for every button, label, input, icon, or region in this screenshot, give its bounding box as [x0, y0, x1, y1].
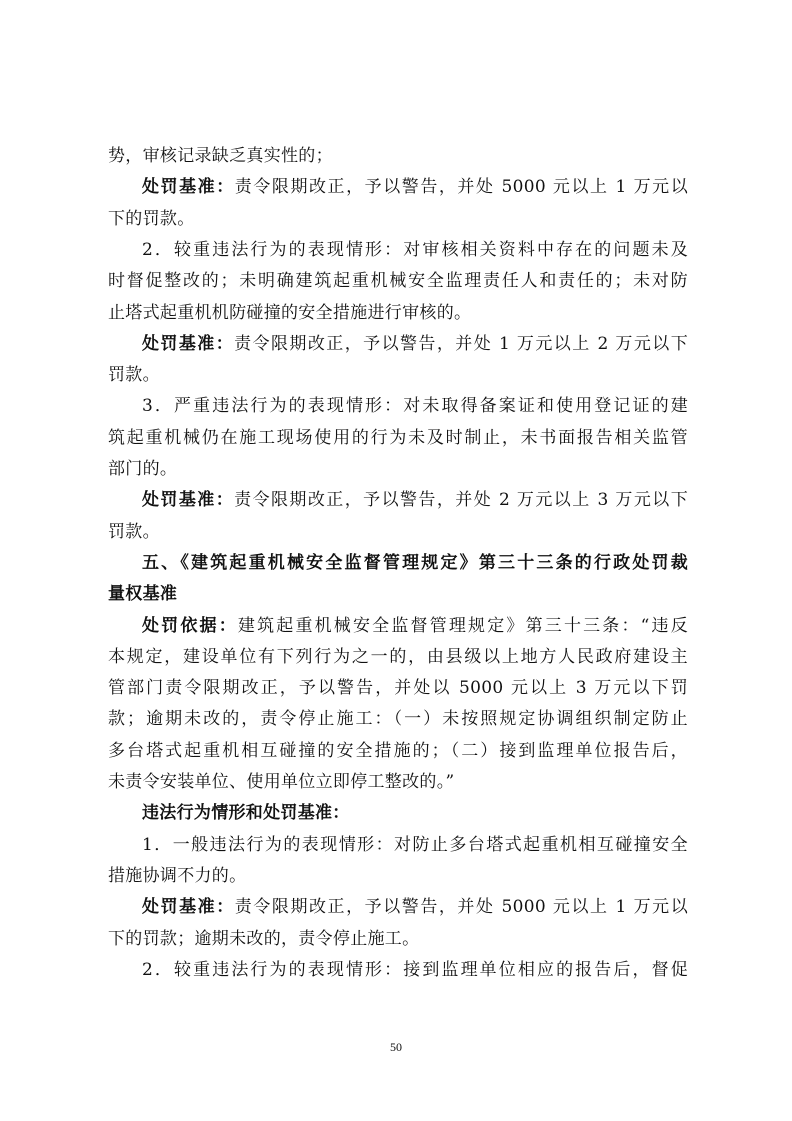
- bold-label: 处罚基准：: [142, 334, 235, 354]
- text-line: 2．较重违法行为的表现情形：接到监理单位相应的报告后，督促: [142, 960, 688, 980]
- text-line: 本规定，建设单位有下列行为之一的，由县级以上地方人民政府建设主: [108, 647, 688, 667]
- text-line: 处罚基准：责令限期改正，予以警告，并处 5000 元以上 1 万元以: [142, 897, 689, 917]
- text-line: 款；逾期未改的，责令停止施工：（一）未按照规定协调组织制定防止: [108, 709, 688, 729]
- text-line: 下的罚款；逾期未改的，责令停止施工。: [108, 929, 420, 949]
- bold-label: 处罚基准：: [142, 897, 235, 917]
- bold-label: 处罚依据：: [142, 616, 238, 636]
- text-line: 未责令安装单位、使用单位立即停工整改的。”: [108, 772, 455, 792]
- page-number: 50: [390, 1040, 402, 1054]
- text-line: 处罚基准：责令限期改正，予以警告，并处 1 万元以上 2 万元以下: [142, 334, 688, 354]
- sub-heading: 违法行为情形和处罚基准：: [142, 803, 350, 823]
- text-line: 势，审核记录缺乏真实性的；: [108, 146, 333, 166]
- text-line: 部门的。: [108, 459, 178, 479]
- text-line: 管部门责令限期改正，予以警告，并处以 5000 元以上 3 万元以下罚: [108, 678, 688, 698]
- text-line: 2．较重违法行为的表现情形：对审核相关资料中存在的问题未及: [142, 240, 688, 260]
- section-heading: 量权基准: [108, 584, 178, 604]
- text-line: 处罚基准：责令限期改正，予以警告，并处 2 万元以上 3 万元以下: [142, 490, 688, 510]
- text-line: 1．一般违法行为的表现情形：对防止多台塔式起重机相互碰撞安全: [142, 835, 688, 855]
- text-line: 止塔式起重机机防碰撞的安全措施进行审核的。: [108, 303, 472, 323]
- bold-label: 处罚基准：: [142, 490, 235, 510]
- text-line: 处罚依据：建筑起重机械安全监督管理规定》第三十三条：“违反: [142, 616, 689, 636]
- text-line: 3．严重违法行为的表现情形：对未取得备案证和使用登记证的建: [142, 396, 688, 416]
- text-line: 筑起重机械仍在施工现场使用的行为未及时制止，未书面报告相关监管: [108, 428, 688, 448]
- section-heading: 五、《建筑起重机械安全监督管理规定》第三十三条的行政处罚裁: [142, 553, 688, 573]
- text-line: 罚款。: [108, 365, 160, 385]
- text-line: 下的罚款。: [108, 209, 195, 229]
- text-line: 多台塔式起重机相互碰撞的安全措施的；（二）接到监理单位报告后，: [108, 741, 688, 761]
- text-line: 罚款。: [108, 522, 160, 542]
- text-line: 处罚基准：责令限期改正，予以警告，并处 5000 元以上 1 万元以: [142, 177, 689, 197]
- text-line: 措施协调不力的。: [108, 866, 247, 886]
- text-line: 时督促整改的；未明确建筑起重机械安全监理责任人和责任的；未对防: [108, 271, 688, 291]
- bold-label: 处罚基准：: [142, 177, 235, 197]
